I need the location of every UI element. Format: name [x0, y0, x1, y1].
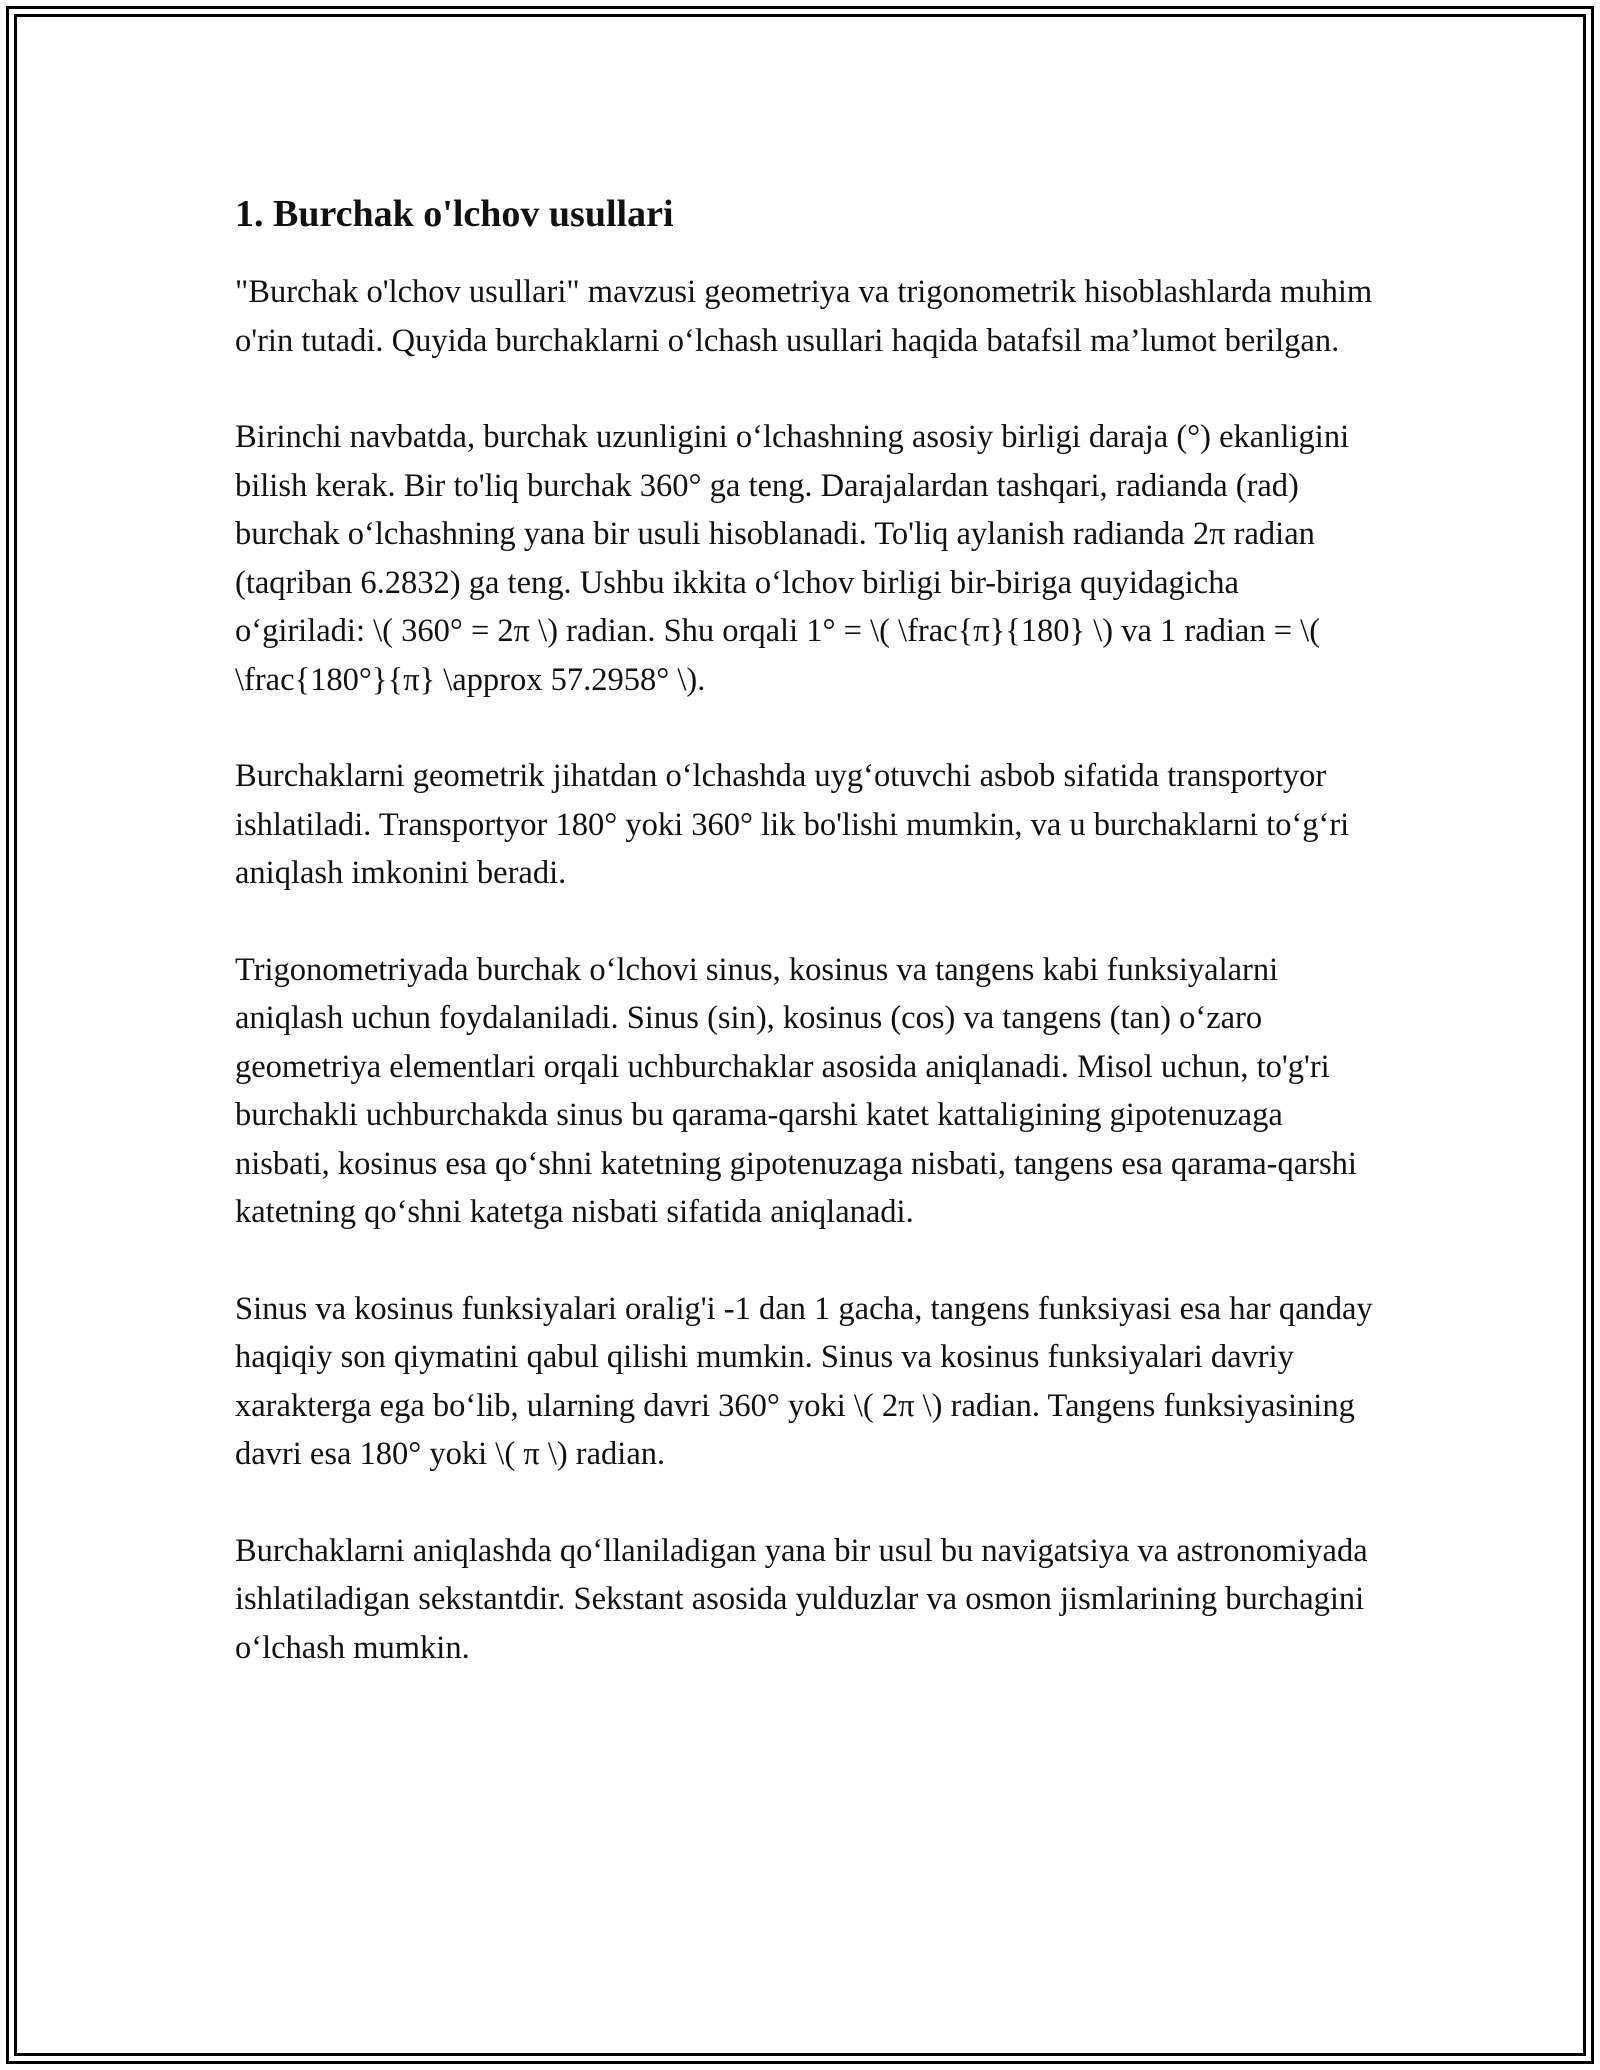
document-body: [235, 188, 1375, 1720]
paragraph-intro: "Burchak o'lchov usullari" mavzusi geometriya va trigonometrik hisoblashlarda muhim o'rin tutadi. Quyida burchaklarni o‘lchash usullari haqida batafsil ma’lumot berilgan.: [235, 274, 1373, 359]
paragraph-trigonometry: Trigonometriyada burchak o‘lchovi sinus, kosinus va tangens kabi funksiyalarni aniqlash uchun foydalaniladi. Sinus (sin), kosinus (cos) va tangens (tan) o‘zaro geometriya elementlari orqali uchburchaklar asosida aniqlanadi. Misol uchun, to'g'ri burchakli uchburchakda sinus bu qarama-qarshi katet kattaligining gipotenuzaga nisbati, kosinus esa qo‘shni katetning gipotenuzaga nisbati, tangens esa qarama-qarshi katetning qo‘shni katetga nisbati sifatida aniqlanadi.: [235, 951, 1357, 1230]
paragraph-units: Birinchi navbatda, burchak uzunligini o‘lchashning asosiy birligi daraja (°) ekanligini bilish kerak. Bir to'liq burchak 360° ga teng. Darajalardan tashqari, radianda (rad) burchak o‘lchashning yana bir usuli hisoblanadi. To'liq aylanish radianda 2π radian (taqriban 6.2832) ga teng. Ushbu ikkita o‘lchov birligi bir-biriga quyidagicha o‘giriladi: \( 360° = 2π \) radian. Shu orqali 1° = \( \frac{π}{180} \) va 1 radian = \( \frac{180°}{π} \approx 57.2958° \).: [235, 419, 1350, 698]
paragraph-sextant: Burchaklarni aniqlashda qo‘llaniladigan yana bir usul bu navigatsiya va astronomiyada ishlatiladigan sekstantdir. Sekstant asosida yulduzlar va osmon jismlarining burchagini o‘lchash mumkin.: [235, 1532, 1368, 1666]
paragraph-protractor: Burchaklarni geometrik jihatdan o‘lchashda uyg‘otuvchi asbob sifatida transportyor ishlatiladi. Transportyor 180° yoki 360° lik bo'lishi mumkin, va u burchaklarni to‘g‘ri aniqlash imkonini beradi.: [235, 758, 1350, 891]
paragraph-function-ranges: Sinus va kosinus funksiyalari oralig'i -1 dan 1 gacha, tangens funksiyasi esa har qanday haqiqiy son qiymatini qabul qilishi mumkin. Sinus va kosinus funksiyalari davriy xarakterga ega bo‘lib, ularning davri 360° yoki \( 2π \) radian. Tangens funksiyasining davri esa 180° yoki \( π \) radian.: [235, 1290, 1373, 1472]
section-heading: 1. Burchak o'lchov usullari: [235, 193, 674, 235]
